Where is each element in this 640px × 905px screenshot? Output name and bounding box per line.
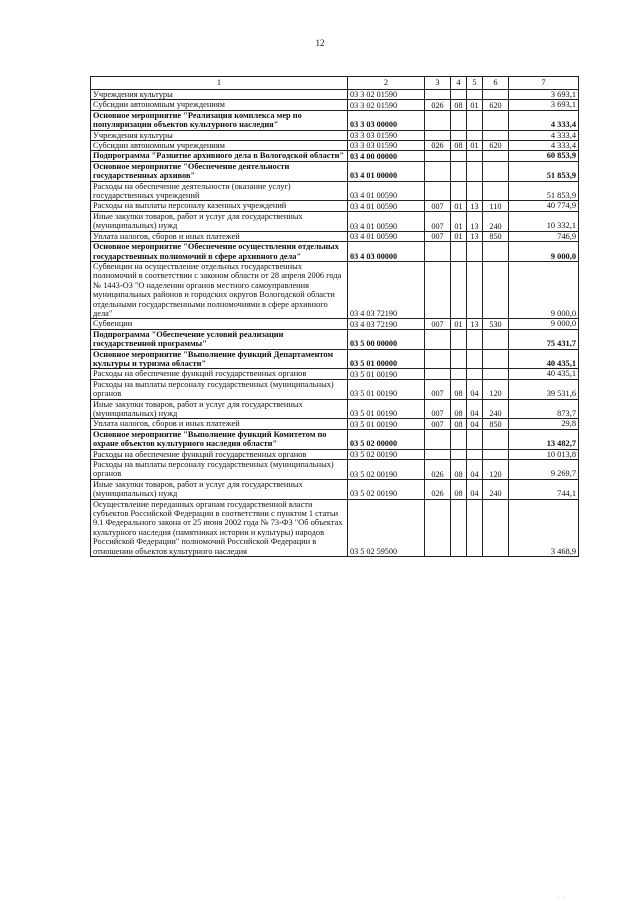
row-section-cell xyxy=(451,242,467,262)
row-code-cell: 03 4 01 00590 xyxy=(348,231,425,241)
row-name-cell: Основное мероприятие "Обеспечение осуществления отдельных государственных полномочий в сфере архивного дела" xyxy=(91,242,348,262)
column-header: 7 xyxy=(509,77,579,90)
column-header: 2 xyxy=(348,77,425,90)
row-subsection-cell: 01 xyxy=(467,141,483,151)
row-section-cell: 08 xyxy=(451,479,467,499)
row-section-cell xyxy=(451,130,467,140)
row-name-cell: Расходы на выплаты персоналу государственных (муниципальных) органов xyxy=(91,379,348,399)
column-header: 6 xyxy=(483,77,509,90)
row-expense-type-cell: 850 xyxy=(483,231,509,241)
row-subsection-cell xyxy=(467,499,483,556)
row-expense-type-cell xyxy=(483,90,509,100)
row-ministry-cell: 026 xyxy=(425,479,451,499)
row-expense-type-cell: 620 xyxy=(483,100,509,110)
row-amount-cell: 40 774,9 xyxy=(509,201,579,211)
row-subsection-cell: 13 xyxy=(467,201,483,211)
row-expense-type-cell xyxy=(483,329,509,349)
row-name-cell: Субвенции xyxy=(91,319,348,329)
row-section-cell xyxy=(451,369,467,379)
row-ministry-cell: 007 xyxy=(425,419,451,429)
row-amount-cell: 10 332,1 xyxy=(509,211,579,231)
row-section-cell xyxy=(451,161,467,181)
row-subsection-cell xyxy=(467,349,483,369)
row-ministry-cell xyxy=(425,369,451,379)
table-row xyxy=(91,110,579,130)
row-subsection-cell xyxy=(467,449,483,459)
row-expense-type-cell xyxy=(483,369,509,379)
row-code-cell: 03 4 01 00000 xyxy=(348,161,425,181)
row-ministry-cell xyxy=(425,110,451,130)
row-name-cell: Основное мероприятие "Выполнение функций Департаментом культуры и туризма области" xyxy=(91,349,348,369)
row-expense-type-cell: 120 xyxy=(483,379,509,399)
row-ministry-cell: 026 xyxy=(425,460,451,480)
row-name-cell: Расходы на обеспечение деятельности (оказание услуг) государственных учреждений xyxy=(91,181,348,201)
row-subsection-cell: 04 xyxy=(467,479,483,499)
row-ministry-cell: 007 xyxy=(425,211,451,231)
row-subsection-cell: 13 xyxy=(467,319,483,329)
table-row xyxy=(91,499,579,556)
row-code-cell: 03 4 03 72190 xyxy=(348,261,425,318)
row-code-cell: 03 3 02 01590 xyxy=(348,100,425,110)
row-expense-type-cell xyxy=(483,181,509,201)
row-amount-cell: 9 269,7 xyxy=(509,460,579,480)
row-section-cell: 01 xyxy=(451,211,467,231)
row-subsection-cell: 13 xyxy=(467,231,483,241)
row-code-cell: 03 5 02 00000 xyxy=(348,429,425,449)
row-ministry-cell xyxy=(425,242,451,262)
row-name-cell: Иные закупки товаров, работ и услуг для государственных (муниципальных) нужд xyxy=(91,211,348,231)
row-subsection-cell xyxy=(467,261,483,318)
row-ministry-cell xyxy=(425,429,451,449)
row-amount-cell: 746,9 xyxy=(509,231,579,241)
row-name-cell: Осуществление переданных органам государственной власти субъектов Российской Федерации в соответствии с пунктом 1 статьи 9.1 Федерального закона от 25 июня 2002 года № 73-ФЗ "Об объектах культурного наследия (памятниках истории и культуры) народов Российской Федерации" полномочий Российской Федерации в отношении объектов культурного наследия xyxy=(91,499,348,556)
row-expense-type-cell xyxy=(483,161,509,181)
row-ministry-cell: 007 xyxy=(425,379,451,399)
table-row xyxy=(91,201,579,211)
row-amount-cell: 4 333,4 xyxy=(509,141,579,151)
table-row xyxy=(91,399,579,419)
row-section-cell xyxy=(451,449,467,459)
row-section-cell: 01 xyxy=(451,231,467,241)
table-row xyxy=(91,181,579,201)
row-section-cell: 08 xyxy=(451,399,467,419)
row-section-cell: 08 xyxy=(451,419,467,429)
row-name-cell: Основное мероприятие "Обеспечение деятельности государственных архивов" xyxy=(91,161,348,181)
row-code-cell: 03 5 01 00190 xyxy=(348,399,425,419)
row-subsection-cell xyxy=(467,329,483,349)
table-row xyxy=(91,90,579,100)
row-code-cell: 03 4 01 00590 xyxy=(348,211,425,231)
row-expense-type-cell: 530 xyxy=(483,319,509,329)
row-ministry-cell xyxy=(425,449,451,459)
table-row xyxy=(91,419,579,429)
row-expense-type-cell xyxy=(483,151,509,161)
row-code-cell: 03 3 03 01590 xyxy=(348,130,425,140)
row-subsection-cell: 01 xyxy=(467,100,483,110)
row-code-cell: 03 4 03 72190 xyxy=(348,319,425,329)
row-code-cell: 03 5 01 00000 xyxy=(348,349,425,369)
row-subsection-cell xyxy=(467,429,483,449)
row-section-cell xyxy=(451,90,467,100)
column-header: 5 xyxy=(467,77,483,90)
row-ministry-cell: 026 xyxy=(425,141,451,151)
row-section-cell xyxy=(451,261,467,318)
row-subsection-cell xyxy=(467,151,483,161)
column-header: 3 xyxy=(425,77,451,90)
row-amount-cell: 13 482,7 xyxy=(509,429,579,449)
row-expense-type-cell xyxy=(483,429,509,449)
table-row xyxy=(91,211,579,231)
table-row xyxy=(91,151,579,161)
row-section-cell: 01 xyxy=(451,201,467,211)
row-ministry-cell xyxy=(425,90,451,100)
row-name-cell: Субвенции на осуществление отдельных государственных полномочий в соответствии с законом области от 28 апреля 2006 года № 1443-ОЗ "О наделении органов местного самоуправления муниципальных районов и городских округов Вологодской области отдельными государственными полномочиями в сфере архивного дела" xyxy=(91,261,348,318)
row-amount-cell: 75 431,7 xyxy=(509,329,579,349)
row-name-cell: Уплата налогов, сборов и иных платежей xyxy=(91,231,348,241)
row-expense-type-cell: 620 xyxy=(483,141,509,151)
row-expense-type-cell: 850 xyxy=(483,419,509,429)
row-code-cell: 03 5 01 00190 xyxy=(348,419,425,429)
row-name-cell: Основное мероприятие "Выполнение функций Комитетом по охране объектов культурного наследия области" xyxy=(91,429,348,449)
row-expense-type-cell xyxy=(483,261,509,318)
row-subsection-cell xyxy=(467,130,483,140)
row-subsection-cell: 13 xyxy=(467,211,483,231)
table-row xyxy=(91,379,579,399)
table-row xyxy=(91,349,579,369)
row-amount-cell: 29,8 xyxy=(509,419,579,429)
row-ministry-cell xyxy=(425,151,451,161)
row-code-cell: 03 4 01 00590 xyxy=(348,201,425,211)
row-amount-cell: 40 435,1 xyxy=(509,369,579,379)
table-row xyxy=(91,100,579,110)
table-header-row xyxy=(91,77,579,90)
row-code-cell: 03 3 03 00000 xyxy=(348,110,425,130)
row-name-cell: Иные закупки товаров, работ и услуг для государственных (муниципальных) нужд xyxy=(91,399,348,419)
row-name-cell: Подпрограмма "Развитие архивного дела в Вологодской области" xyxy=(91,151,348,161)
row-section-cell xyxy=(451,151,467,161)
row-amount-cell: 4 333,4 xyxy=(509,110,579,130)
row-amount-cell: 40 435,1 xyxy=(509,349,579,369)
row-subsection-cell xyxy=(467,242,483,262)
row-name-cell: Расходы на обеспечение функций государственных органов xyxy=(91,449,348,459)
row-ministry-cell: 007 xyxy=(425,319,451,329)
row-expense-type-cell xyxy=(483,449,509,459)
row-amount-cell: 3 468,9 xyxy=(509,499,579,556)
row-subsection-cell xyxy=(467,90,483,100)
row-section-cell: 08 xyxy=(451,100,467,110)
table-row xyxy=(91,141,579,151)
row-name-cell: Уплата налогов, сборов и иных платежей xyxy=(91,419,348,429)
page-corner-mark: · · xyxy=(558,895,567,901)
table-row xyxy=(91,449,579,459)
row-code-cell: 03 3 03 01590 xyxy=(348,141,425,151)
row-ministry-cell xyxy=(425,329,451,349)
row-ministry-cell: 007 xyxy=(425,201,451,211)
row-expense-type-cell: 240 xyxy=(483,399,509,419)
table-row xyxy=(91,319,579,329)
row-amount-cell: 3 693,1 xyxy=(509,100,579,110)
row-subsection-cell xyxy=(467,369,483,379)
row-code-cell: 03 5 02 59500 xyxy=(348,499,425,556)
table-row xyxy=(91,231,579,241)
table-row xyxy=(91,429,579,449)
row-subsection-cell: 04 xyxy=(467,460,483,480)
row-amount-cell: 9 000,0 xyxy=(509,261,579,318)
row-code-cell: 03 5 00 00000 xyxy=(348,329,425,349)
row-amount-cell: 60 853,9 xyxy=(509,151,579,161)
row-amount-cell: 9 000,0 xyxy=(509,242,579,262)
row-expense-type-cell: 120 xyxy=(483,460,509,480)
row-ministry-cell xyxy=(425,499,451,556)
row-code-cell: 03 4 00 00000 xyxy=(348,151,425,161)
row-section-cell xyxy=(451,429,467,449)
row-code-cell: 03 4 01 00590 xyxy=(348,181,425,201)
row-expense-type-cell xyxy=(483,130,509,140)
row-subsection-cell: 04 xyxy=(467,419,483,429)
row-name-cell: Основное мероприятие "Реализация комплекса мер по популяризации объектов культурного наследия" xyxy=(91,110,348,130)
row-expense-type-cell: 110 xyxy=(483,201,509,211)
row-section-cell xyxy=(451,110,467,130)
row-section-cell: 01 xyxy=(451,319,467,329)
row-ministry-cell: 007 xyxy=(425,231,451,241)
row-expense-type-cell xyxy=(483,349,509,369)
row-name-cell: Подпрограмма "Обеспечение условий реализации государственной программы" xyxy=(91,329,348,349)
row-section-cell xyxy=(451,181,467,201)
row-name-cell: Иные закупки товаров, работ и услуг для государственных (муниципальных) нужд xyxy=(91,479,348,499)
row-expense-type-cell: 240 xyxy=(483,479,509,499)
row-name-cell: Учреждения культуры xyxy=(91,130,348,140)
row-expense-type-cell xyxy=(483,242,509,262)
row-code-cell: 03 5 01 00190 xyxy=(348,369,425,379)
row-code-cell: 03 5 02 00190 xyxy=(348,449,425,459)
row-section-cell xyxy=(451,349,467,369)
row-code-cell: 03 5 01 00190 xyxy=(348,379,425,399)
table-row xyxy=(91,460,579,480)
row-ministry-cell xyxy=(425,261,451,318)
budget-table xyxy=(90,76,579,557)
row-amount-cell: 3 693,1 xyxy=(509,90,579,100)
table-row xyxy=(91,242,579,262)
row-ministry-cell: 026 xyxy=(425,100,451,110)
row-section-cell: 08 xyxy=(451,379,467,399)
row-section-cell: 08 xyxy=(451,460,467,480)
row-amount-cell: 744,1 xyxy=(509,479,579,499)
row-section-cell xyxy=(451,329,467,349)
table-row xyxy=(91,161,579,181)
row-ministry-cell xyxy=(425,161,451,181)
row-subsection-cell xyxy=(467,110,483,130)
row-expense-type-cell xyxy=(483,499,509,556)
row-amount-cell: 51 853,9 xyxy=(509,161,579,181)
table-row xyxy=(91,130,579,140)
row-subsection-cell xyxy=(467,161,483,181)
row-amount-cell: 9 000,0 xyxy=(509,319,579,329)
row-ministry-cell: 007 xyxy=(425,399,451,419)
row-amount-cell: 10 013,8 xyxy=(509,449,579,459)
row-name-cell: Субсидии автономным учреждениям xyxy=(91,141,348,151)
table-row xyxy=(91,329,579,349)
table-row xyxy=(91,261,579,318)
row-name-cell: Расходы на обеспечение функций государственных органов xyxy=(91,369,348,379)
row-code-cell: 03 5 02 00190 xyxy=(348,479,425,499)
row-amount-cell: 51 853,9 xyxy=(509,181,579,201)
row-subsection-cell xyxy=(467,181,483,201)
row-amount-cell: 39 531,6 xyxy=(509,379,579,399)
row-ministry-cell xyxy=(425,130,451,140)
table-row xyxy=(91,479,579,499)
row-amount-cell: 873,7 xyxy=(509,399,579,419)
column-header: 4 xyxy=(451,77,467,90)
row-ministry-cell xyxy=(425,349,451,369)
column-header: 1 xyxy=(91,77,348,90)
row-code-cell: 03 4 03 00000 xyxy=(348,242,425,262)
row-ministry-cell xyxy=(425,181,451,201)
row-subsection-cell: 04 xyxy=(467,379,483,399)
row-code-cell: 03 3 02 01590 xyxy=(348,90,425,100)
row-name-cell: Расходы на выплаты персоналу государственных (муниципальных) органов xyxy=(91,460,348,480)
row-name-cell: Учреждения культуры xyxy=(91,90,348,100)
row-amount-cell: 4 333,4 xyxy=(509,130,579,140)
row-subsection-cell: 04 xyxy=(467,399,483,419)
page-number: 12 xyxy=(315,38,325,48)
row-section-cell: 08 xyxy=(451,141,467,151)
table-row xyxy=(91,369,579,379)
row-expense-type-cell xyxy=(483,110,509,130)
row-code-cell: 03 5 02 00190 xyxy=(348,460,425,480)
row-section-cell xyxy=(451,499,467,556)
row-expense-type-cell: 240 xyxy=(483,211,509,231)
row-name-cell: Расходы на выплаты персоналу казенных учреждений xyxy=(91,201,348,211)
row-name-cell: Субсидии автономным учреждениям xyxy=(91,100,348,110)
